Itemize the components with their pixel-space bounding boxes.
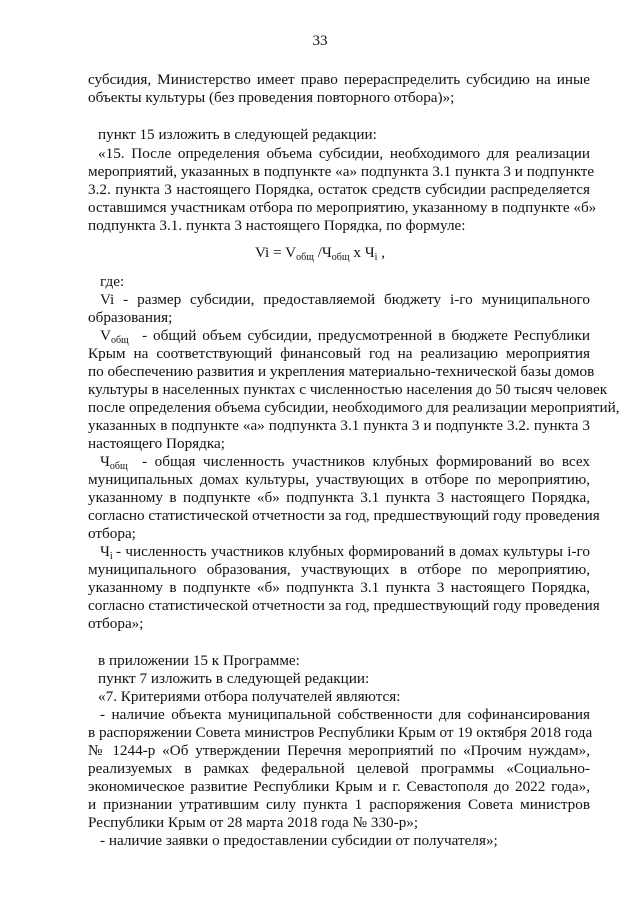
text-line: № 1244-р «Об утверждении Перечня мероприятий по «Прочим нуждам», xyxy=(88,742,590,759)
text-line: оставшимся участникам отбора по мероприятию, указанному в подпункте «б» xyxy=(88,199,597,216)
text-line: - общая численность участников клубных формирований во всех xyxy=(142,453,590,470)
text-line: «15. После определения объема субсидии, необходимого для реализации xyxy=(98,145,590,162)
text-line: объекты культуры (без проведения повторного отбора)»; xyxy=(88,89,455,106)
text-line: экономическое развитие Республики Крым и г. Севастополя до 2022 года», xyxy=(88,778,590,795)
text-line: субсидия, Министерство имеет право перераспределить субсидию на иные xyxy=(88,71,590,88)
text-line: по обеспечению развития и укрепления материально-технической базы домов xyxy=(88,363,595,380)
text-line: в распоряжении Совета министров Республики Крым от 19 октября 2018 года xyxy=(88,724,593,741)
text-line: реализуемых в рамках федеральной целевой программы «Социально- xyxy=(88,760,590,777)
page-number: 33 xyxy=(312,33,328,49)
text-line: Vi - размер субсидии, предоставляемой бюджету i-го муниципального xyxy=(100,291,590,308)
text-line: Крым на соответствующий финансовый год на реализацию мероприятия xyxy=(88,345,590,362)
text-line: где: xyxy=(100,273,125,290)
text-line: и признании утратившим силу пункта 1 распоряжения Совета министров xyxy=(88,796,590,813)
symbol-letter: Ч xyxy=(100,453,110,470)
text-line: образования; xyxy=(88,309,173,326)
formula-part: Vi = V xyxy=(254,244,297,261)
formula-subscript: общ xyxy=(331,252,350,263)
symbol-v-total xyxy=(100,327,142,345)
symbol-subscript: общ xyxy=(109,461,128,472)
formula-subscript: i xyxy=(374,252,378,263)
text-line: согласно статистической отчетности за год, предшествующий году проведения xyxy=(88,597,600,614)
formula-subscript: общ xyxy=(296,252,314,263)
text-line: мероприятий, указанных в подпункте «а» подпункта 3.1 пункта 3 и подпункте xyxy=(88,163,595,180)
symbol-subscript: i xyxy=(109,551,113,562)
text-line: Республики Крым от 28 марта 2018 года № 330-р»; xyxy=(88,814,419,831)
symbol-ch-i xyxy=(100,543,116,561)
symbol-subscript: общ xyxy=(110,335,129,346)
formula xyxy=(0,244,640,262)
text-line: «7. Критериями отбора получателей являются: xyxy=(98,688,401,705)
text-line: - численность участников клубных формирований в домах культуры i-го xyxy=(116,543,590,560)
text-line: пункт 15 изложить в следующей редакции: xyxy=(98,126,377,143)
text-line: 3.2. пункта 3 настоящего Порядка, остаток средств субсидии распределяется xyxy=(88,181,590,198)
text-line: подпункта 3.1. пункта 3 настоящего Порядка, по формуле: xyxy=(88,217,466,234)
text-line: указанных в подпункте «а» подпункта 3.1 пункта 3 и подпункте 3.2. пункта 3 xyxy=(88,417,590,434)
text-line: - общий объем субсидии, предусмотренной в бюджете Республики xyxy=(142,327,590,344)
text-line: после определения объема субсидии, необходимого для реализации мероприятий, xyxy=(88,399,620,416)
text-line: муниципальных домах культуры, участвующих в отборе по мероприятию, xyxy=(88,471,590,488)
symbol-letter: V xyxy=(100,327,111,344)
text-line: отбора»; xyxy=(88,615,144,632)
symbol-letter: Ч xyxy=(100,543,110,560)
text-line: культуры в населенных пунктах с численностью населения до 50 тысяч человек xyxy=(88,381,608,398)
symbol-ch-total xyxy=(100,453,142,471)
text-line: пункт 7 изложить в следующей редакции: xyxy=(98,670,370,687)
text-line: согласно статистической отчетности за год, предшествующий году проведения xyxy=(88,507,600,524)
text-line: - наличие заявки о предоставлении субсидии от получателя»; xyxy=(100,832,498,849)
text-line: муниципального образования, участвующих в отборе по мероприятию, xyxy=(88,561,590,578)
text-line: отбора; xyxy=(88,525,136,542)
text-line: указанному в подпункте «б» подпункта 3.1 пункта 3 настоящего Порядка, xyxy=(88,579,590,596)
text-line: - наличие объекта муниципальной собственности для софинансирования xyxy=(100,706,590,723)
formula-part: /Ч xyxy=(313,244,332,261)
formula-part: , xyxy=(377,244,386,261)
text-line: в приложении 15 к Программе: xyxy=(98,652,300,669)
text-line: настоящего Порядка; xyxy=(88,435,225,452)
text-line: указанному в подпункте «б» подпункта 3.1 пункта 3 настоящего Порядка, xyxy=(88,489,590,506)
formula-part: x Ч xyxy=(349,244,375,261)
